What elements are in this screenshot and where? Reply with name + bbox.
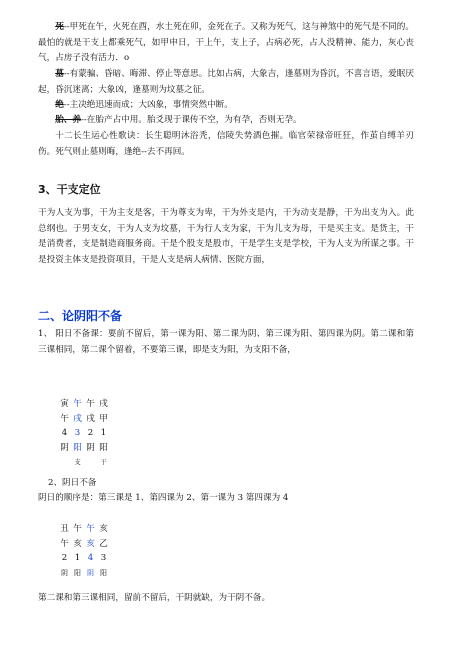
grid-cell: 亥	[73, 538, 82, 549]
grid-cell: 阴	[86, 442, 95, 453]
grid-row	[58, 412, 110, 427]
term-mu: 墓	[55, 69, 64, 79]
section3-body: 干为人支为事，干为主支是客，干为尊支为卑，干为外支是内，干为动支是静，干为出支为入。此总纲也。于男支女，干为人支为坟墓，干为行人支为家，干为儿支为母，干是买主支。是货主，干是消费者，支是制造商服务商。干是个股支是股市，干是学生支是学校，干为人支为所谋之事。干是投资主体支是投资项目，干是人支是病人病情、医院方面，	[38, 208, 414, 265]
grid-cell: 戌	[99, 399, 108, 409]
item2-title: 2、阴日不备	[48, 478, 97, 488]
para-tai-text: --在胎产占中用。胎爻现于课传不空，为有孕，否则无孕。	[80, 115, 302, 125]
para-mu-text: --有蒙骗、昏暗、晦滞、停止等意思。比如占病，大象吉，逢墓则为昏沉，不喜言语，爱眠厌起，昏沉迷离；大象凶，逢墓则为坟墓之征。	[38, 69, 414, 95]
grid-row	[58, 566, 110, 581]
grid-cell: 阳	[73, 442, 82, 453]
item1-text: 1、 阳日不备课：要前不留后，第一课为阳、第二课为阴、第三课为阳、第四课为阴。第二课和第三课相同，第二课个留着，不要第三课，即是支为阳，为支阳不备，	[38, 329, 414, 355]
section3-heading: 3、干支定位	[38, 183, 101, 196]
grid-cell: 1	[74, 553, 81, 563]
grid-cell: 寅	[60, 399, 69, 409]
grid-cell: 干	[100, 458, 107, 466]
grid-row	[58, 537, 110, 552]
grid-row	[58, 441, 110, 456]
grid-cell: 丑	[60, 524, 69, 534]
grid-cell: 亥	[86, 538, 95, 549]
grid-cell	[84, 455, 97, 470]
para-si-text: --甲死在午，火死在酉，水土死在卯，金死在子。又称为死气，这与神煞中的死气是不同的。最怕的就是干支上都乘死气，如甲申日，干上午，支上子，占病必死，占人没精神、能力，灰心丧气，占房子没有活力．o	[38, 22, 414, 63]
para-jue	[38, 98, 414, 114]
para-tai	[38, 113, 414, 129]
grid-cell: 阴	[61, 568, 68, 577]
grid-yang-day	[58, 397, 110, 470]
term-jue: 绝	[55, 100, 64, 110]
grid-cell: 午	[86, 524, 95, 534]
term-tai: 胎、养	[55, 115, 81, 125]
term-si: 死	[55, 22, 64, 32]
grid-cell: 阳	[74, 568, 81, 577]
grid-cell: 2	[87, 428, 94, 438]
grid-cell: 阳	[99, 442, 108, 453]
grid-cell: 1	[100, 428, 107, 438]
grid-yin-day	[58, 522, 110, 580]
grid-cell: 4	[61, 428, 68, 438]
closing-text: 第二课和第三课相同，留前不留后，干阴就缺，为干阴不备。	[38, 593, 271, 603]
para-jue-text: --主决绝迅速而成；大凶象，事情突然中断。	[63, 100, 233, 110]
item2-text: 阴日的顺序是：第三课是 1、第四课为 2、第一课为 3 第四课为 4	[38, 493, 289, 503]
grid-cell: 午	[73, 399, 82, 409]
grid-cell: 阴	[60, 442, 69, 453]
grid-cell: 3	[100, 553, 107, 563]
grid-cell	[58, 455, 71, 470]
section2-heading: 二、论阴阳不备	[38, 309, 123, 323]
grid-cell: 4	[87, 553, 94, 563]
grid-cell: 戌	[73, 413, 82, 424]
grid-cell: 甲	[99, 413, 108, 424]
grid-cell: 阴	[87, 568, 94, 577]
grid-cell: 支	[74, 458, 81, 466]
grid-cell: 2	[61, 553, 68, 563]
grid-cell: 午	[86, 399, 95, 409]
grid-cell: 亥	[99, 524, 108, 534]
para-mu	[38, 67, 414, 98]
grid-row	[58, 455, 110, 470]
grid-cell: 午	[73, 524, 82, 534]
grid-cell: 午	[60, 538, 69, 549]
grid-row	[58, 426, 110, 441]
grid-cell: 午	[60, 413, 69, 424]
grid-cell: 戌	[86, 413, 95, 424]
grid-cell: 3	[74, 428, 81, 438]
grid-row	[58, 397, 110, 412]
grid-row	[58, 522, 110, 537]
grid-cell: 阳	[100, 568, 107, 577]
para-rhyme: 十二长生运心性歌诀：长生聪明沐浴秃，信陵失势酒色摧。临官荣禄帝旺狂，作茧自缚羊刃伤。死气则止墓则晦，逢绝--去不再回。	[38, 131, 414, 157]
grid-row	[58, 551, 110, 566]
grid-cell: 乙	[99, 538, 108, 549]
para-si	[38, 20, 414, 67]
